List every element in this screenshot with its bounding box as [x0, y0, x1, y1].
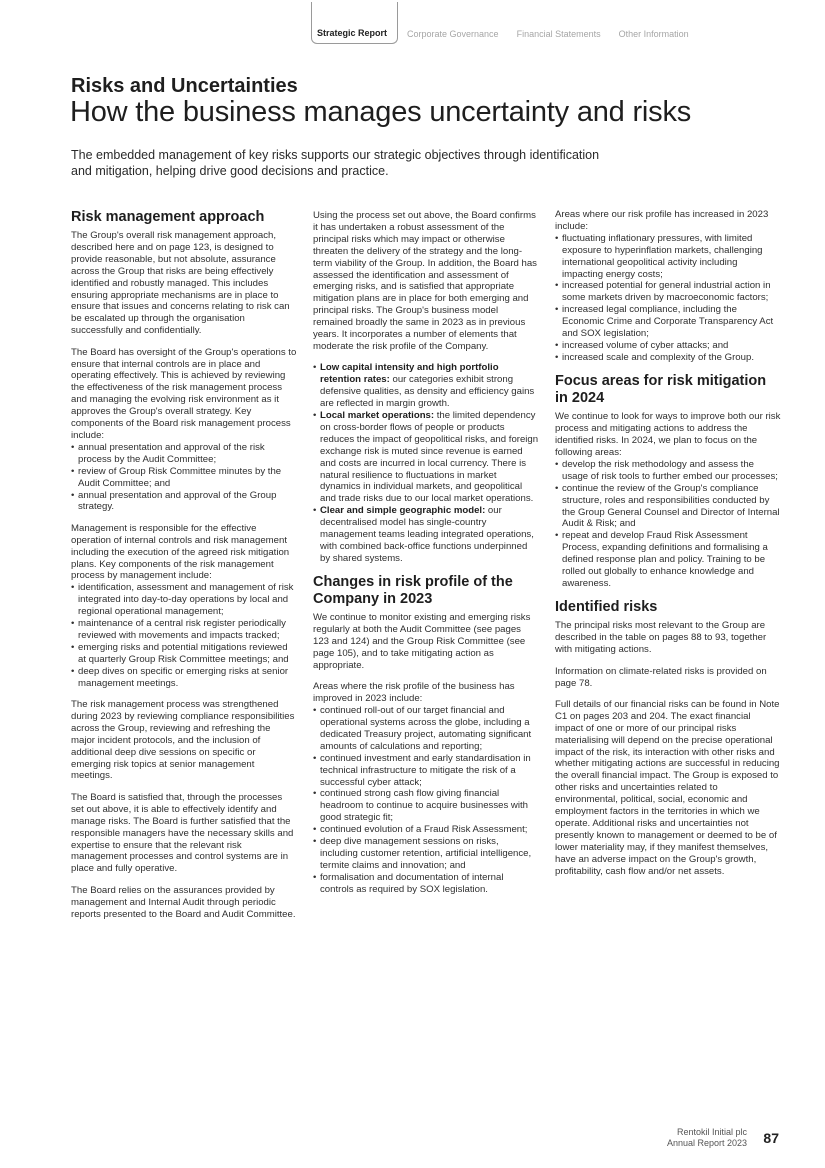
paragraph: The Board is satisfied that, through the processes set out above, it is able to effectively identify and manage risks. The Board is further satisfied that the responsible managers have the necessary skills and expertise to ensure that the relevant risk management processes and control systems are in place and fully operative.: [71, 791, 294, 875]
list-item: • deep dives on specific or emerging risks at senior management meetings.: [71, 666, 297, 690]
paragraph: Information on climate-related risks is provided on page 78.: [555, 665, 767, 689]
section-title: Risks and Uncertainties: [71, 75, 298, 97]
footer-report-info: [667, 1127, 747, 1148]
list-item: • formalisation and documentation of internal controls as required by SOX legislation.: [313, 872, 539, 896]
list-item: • increased potential for general industrial action in some markets driven by macroeconomic factors;: [555, 280, 781, 304]
list-item: • fluctuating inflationary pressures, with limited exposure to hyperinflation markets, challenging international geopolitical activity including impacting energy costs;: [555, 233, 781, 281]
heading-changes-in-risk-profile: Changes in risk profile of the Company in 2023: [313, 574, 513, 608]
list-item: • continue the review of the Group's compliance structure, roles and responsibilities conducted by the Group General Counsel and Director of Internal Audit & Risk; and: [555, 483, 781, 531]
page-number: 87: [763, 1130, 779, 1146]
tab-financial-statements[interactable]: Financial Statements: [516, 29, 601, 39]
list-item: • increased volume of cyber attacks; and: [555, 340, 781, 352]
paragraph: The Group's overall risk management approach, described here and on page 123, is designed to provide reasonable, but not absolute, assurance across the Group that risks are being effectively identified and robustly managed. This includes ensuring appropriate mechanisms are in place to ensure that issues and concerns relating to risk can be escalated up through the organisation successfully and confidentially.: [71, 230, 290, 337]
paragraph: The Board has oversight of the Group's operations to ensure that internal controls are in place and operating effectively. This is achieved by reviewing the effectiveness of the risk management process and managing the evolving risk environment as it approves the Group's overall strategy. Key components of the Board risk management process include:: [71, 346, 297, 441]
heading-risk-management-approach: Risk management approach: [71, 209, 265, 225]
paragraph: Full details of our financial risks can be found in Note C1 on pages 203 and 204. The exact financial impact of one or more of our principal risks materialising will depend on the precise operational impact of the risk, its interaction with other risks and whether mitigating actions are successful in reducing the overall financial impact. The Group is exposed to other risks and uncertainties related to environmental, political, social, economic and employment factors in the territories in which we operate. Additional risks and uncertainties not presently known to management or deemed to be of lower materiality may, if they manifest themselves, have an adverse impact on the Group's growth, profitability, cash flow and/or net assets.: [555, 698, 780, 877]
business-model-list: [313, 362, 539, 564]
list-item-text: our categories exhibit strong defensive qualities, as density and efficiency gains are reflected in margin growth.: [320, 374, 535, 410]
tab-other-information[interactable]: Other Information: [618, 29, 689, 39]
list-item: • repeat and develop Fraud Risk Assessment Process, expanding definitions and formalising a defined response plan and policy. Training to be rolled out globally to enhance knowledge and awareness.: [555, 530, 781, 590]
list-item: • annual presentation and approval of the risk process by the Audit Committee;: [71, 442, 297, 466]
paragraph: We continue to look for ways to improve both our risk process and mitigating actions to address the identified risks. In 2024, we plan to focus on the following areas:: [555, 411, 781, 458]
list-item-text: the limited dependency on cross-border flows of people or products reduces the impact of geopolitical risks, and foreign exchange risk is muted since revenue is earned and costs are incurred in local currency. There is natural resilience to fluctuations in market dynamics in individual markets, and geopolitical and trade risks due to our local market operations.: [320, 410, 539, 505]
list-item: [313, 410, 539, 505]
list-item: • annual presentation and approval of the Group strategy.: [71, 490, 297, 514]
list-item: [313, 362, 539, 410]
heading-identified-risks: Identified risks: [555, 599, 658, 616]
section-nav: [311, 0, 698, 44]
paragraph: Areas where our risk profile has increased in 2023 include:: [555, 209, 769, 232]
column-2: [313, 210, 539, 905]
list-item: • review of Group Risk Committee minutes by the Audit Committee; and: [71, 466, 297, 490]
paragraph: The Board relies on the assurances provided by management and Internal Audit through periodic reports presented to the Board and Audit Committee.: [71, 884, 296, 920]
list-item: • increased legal compliance, including the Economic Crime and Corporate Transparency Act and SOX legislation;: [555, 304, 781, 340]
intro-text: The embedded management of key risks supports our strategic objectives through identification and mitigation, helping drive good decisions and practice.: [71, 148, 600, 178]
footer-report: Annual Report 2023: [666, 1137, 747, 1148]
list-item-term: Clear and simple geographic model:: [320, 505, 486, 517]
list-item: [313, 505, 539, 565]
improved-risk-list: [313, 705, 539, 896]
list-item: • maintenance of a central risk register periodically reviewed with movements and impacts tracked;: [71, 618, 297, 642]
column-1: [71, 209, 297, 930]
board-process-list: [71, 442, 297, 513]
focus-areas-list: [555, 459, 781, 590]
paragraph: Management is responsible for the effective operation of internal controls and risk management including the execution of the agreed risk mitigation plans. Key components of the risk management process by management include:: [71, 522, 290, 582]
paragraph: Areas where the risk profile of the business has improved in 2023 include:: [313, 681, 515, 705]
list-item-term: Local market operations:: [320, 410, 435, 421]
paragraph: The risk management process was strengthened during 2023 by reviewing compliance responsibilities across the Group, reviewing and refreshing the major incident protocols, and the inclusion of additional deep dive sessions on specific or emerging risk topics at senior management meetings.: [71, 699, 295, 782]
tab-corporate-governance[interactable]: Corporate Governance: [407, 29, 499, 39]
footer-company: Rentokil Initial plc: [676, 1127, 747, 1137]
list-item-text: our decentralised model has single-country management teams leading integrated operations, with combined back-office functions underpinned by shared systems.: [320, 505, 534, 564]
list-item: • continued investment and early standardisation in technical infrastructure to mitigate the risk of a successful cyber attack;: [313, 753, 539, 789]
list-item-term: Low capital intensity and high portfolio retention rates:: [320, 362, 499, 386]
list-item: • increased scale and complexity of the Group.: [555, 352, 781, 364]
paragraph: Using the process set out above, the Board confirms it has undertaken a robust assessment of the principal risks which may impact or otherwise threaten the delivery of the strategy and the long-term viability of the Group. In addition, the Board has assessed the identification and assessment of emerging risks, and is satisfied that appropriate mitigation plans are in place for both emerging and principal risks. The Group's business model remained broadly the same in 2023 as in previous years. It incorporates a number of elements that moderate the risk profile of the Company.: [313, 210, 537, 352]
list-item: • deep dive management sessions on risks, including customer retention, artificial intelligence, termite claims and innovation; and: [313, 836, 539, 872]
list-item: • continued roll-out of our target financial and operational systems across the globe, including a dedicated Treasury project, automating significant amounts of calculations and reporting;: [313, 705, 539, 753]
list-item: • identification, assessment and management of risk integrated into day-to-day operations by local and regional operational management;: [71, 582, 297, 618]
paragraph: We continue to monitor existing and emerging risks regularly at both the Audit Committee (see pages 123 and 124) and the Group Risk Committee (see page 105), and to take mitigating action as appropriate.: [313, 612, 531, 671]
heading-focus-areas: Focus areas for risk mitigation in 2024: [555, 373, 767, 407]
column-3: [555, 209, 781, 887]
list-item: • continued evolution of a Fraud Risk Assessment;: [313, 824, 539, 836]
increased-risk-list: [555, 233, 781, 364]
page-title: How the business manages uncertainty and risks: [70, 96, 692, 128]
list-item: • emerging risks and potential mitigations reviewed at quarterly Group Risk Committee meetings; and: [71, 642, 297, 666]
paragraph: The principal risks most relevant to the Group are described in the table on pages 88 to 93, together with mitigating actions.: [555, 620, 767, 656]
list-item: • continued strong cash flow giving financial headroom to continue to acquire businesses with good strategic fit;: [313, 788, 539, 824]
list-item: • develop the risk methodology and assess the usage of risk tools to further embed our processes;: [555, 459, 781, 483]
management-process-list: [71, 582, 297, 689]
tab-strategic-report[interactable]: Strategic Report: [311, 2, 398, 44]
